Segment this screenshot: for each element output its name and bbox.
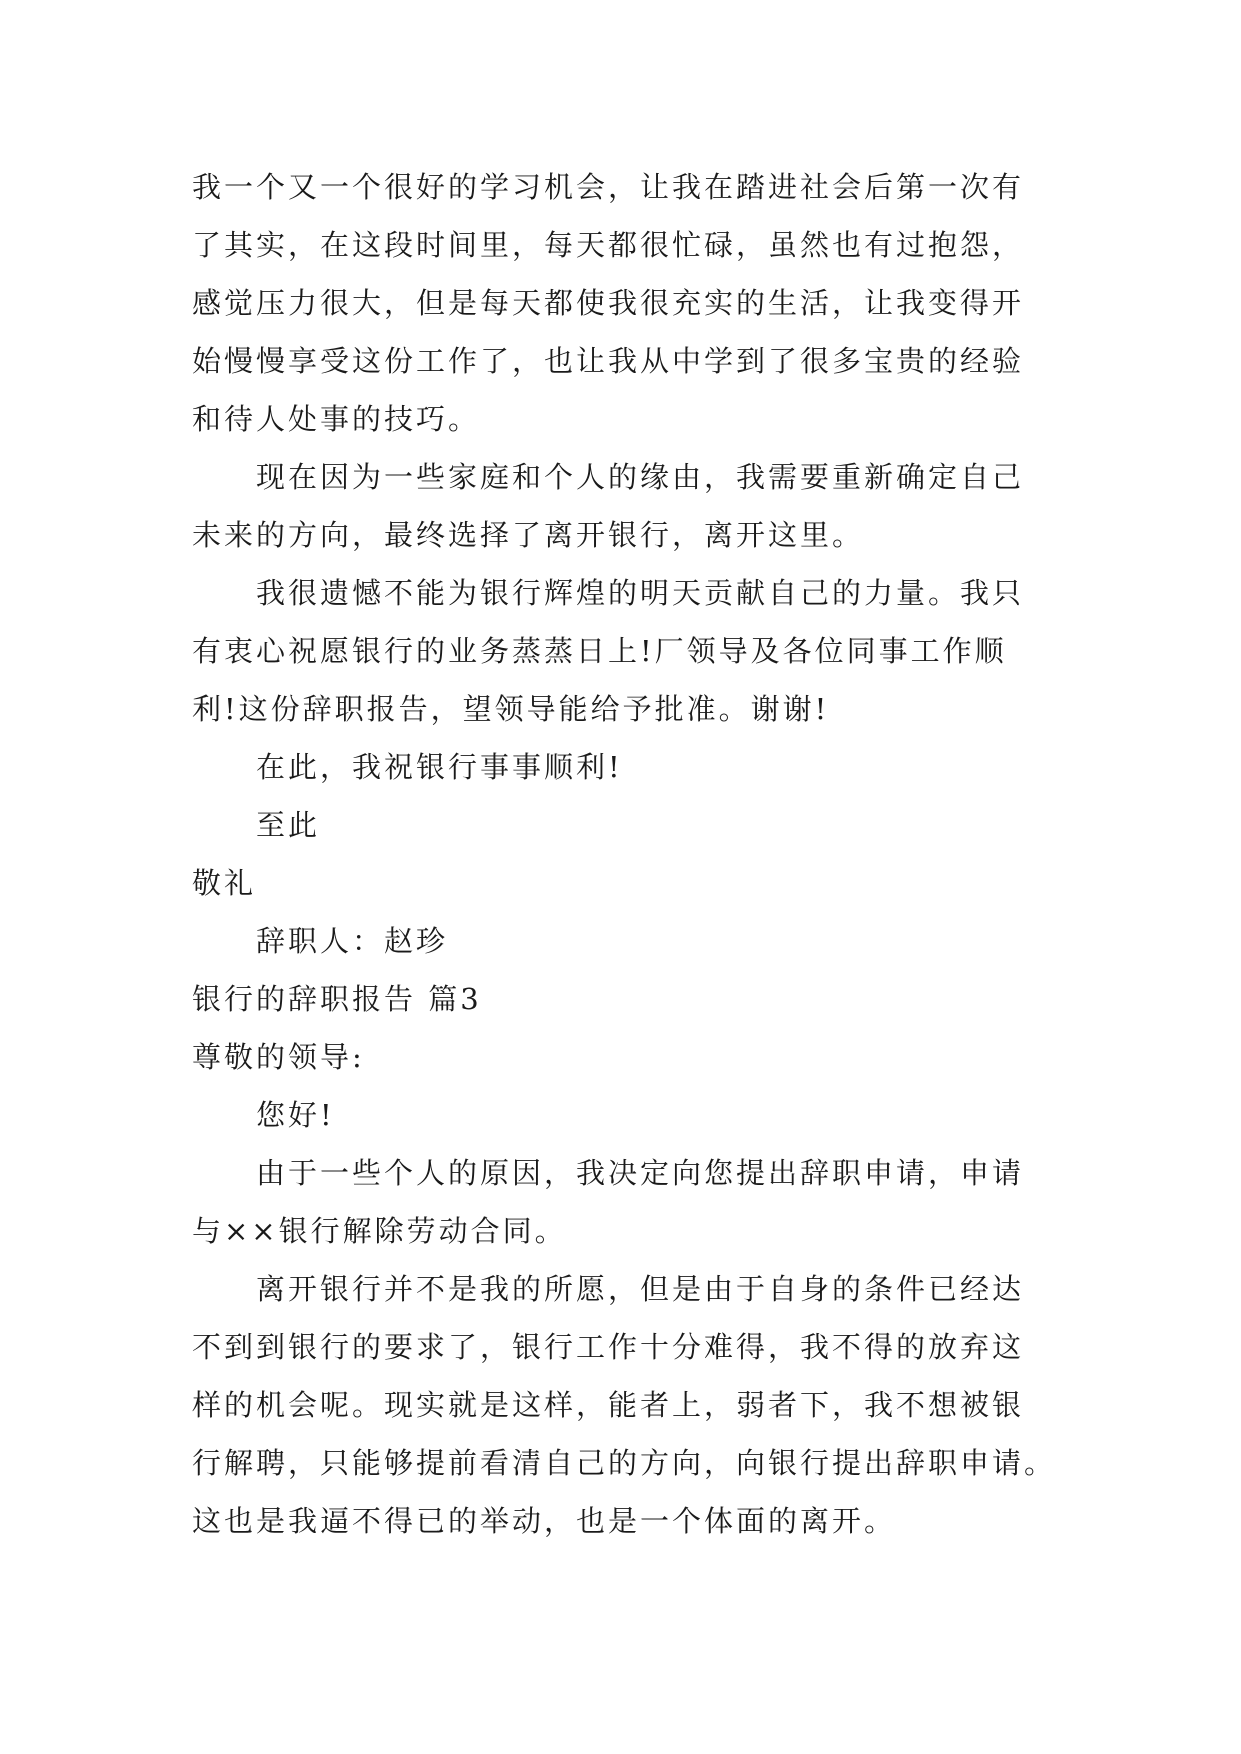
text-line: 利!这份辞职报告，望领导能给予批准。谢谢!: [192, 692, 830, 726]
text-line: 感觉压力很大，但是每天都使我很充实的生活，让我变得开: [192, 286, 1025, 320]
text-line: 始慢慢享受这份工作了，也让我从中学到了很多宝贵的经验: [192, 344, 1025, 378]
text-line: 和待人处事的技巧。: [192, 402, 481, 436]
paragraph-start-line: 我很遗憾不能为银行辉煌的明天贡献自己的力量。我只: [256, 576, 1025, 610]
paragraph-start-line: 由于一些个人的原因，我决定向您提出辞职申请，申请: [256, 1156, 1025, 1190]
paragraph-start-line: 现在因为一些家庭和个人的缘由，我需要重新确定自己: [256, 460, 1025, 494]
letter-addressee: 尊敬的领导:: [192, 1040, 365, 1074]
text-line: 这也是我逼不得已的举动，也是一个体面的离开。: [192, 1504, 897, 1538]
text-line: 我一个又一个很好的学习机会，让我在踏进社会后第一次有: [192, 170, 1025, 204]
text-line: 了其实，在这段时间里，每天都很忙碌，虽然也有过抱怨，: [192, 228, 1025, 262]
salutation-respect: 敬礼: [192, 866, 257, 900]
signature-line: 辞职人：赵珍: [256, 924, 449, 958]
paragraph-start-line: 离开银行并不是我的所愿，但是由于自身的条件已经达: [256, 1272, 1025, 1306]
text-line: 样的机会呢。现实就是这样，能者上，弱者下，我不想被银: [192, 1388, 1025, 1422]
greeting-line: 您好!: [256, 1098, 335, 1132]
text-line: 未来的方向，最终选择了离开银行，离开这里。: [192, 518, 865, 552]
closing-wish: 在此，我祝银行事事顺利!: [256, 750, 623, 784]
closing-phrase: 至此: [256, 808, 321, 842]
text-line: 有衷心祝愿银行的业务蒸蒸日上!厂领导及各位同事工作顺: [192, 634, 1007, 668]
text-line: 与××银行解除劳动合同。: [192, 1214, 567, 1248]
document-body: [192, 158, 1062, 1550]
text-line: 行解聘，只能够提前看清自己的方向，向银行提出辞职申请。: [192, 1446, 1057, 1480]
section-heading: 银行的辞职报告 篇3: [192, 982, 482, 1016]
text-line: 不到到银行的要求了，银行工作十分难得，我不得的放弃这: [192, 1330, 1025, 1364]
